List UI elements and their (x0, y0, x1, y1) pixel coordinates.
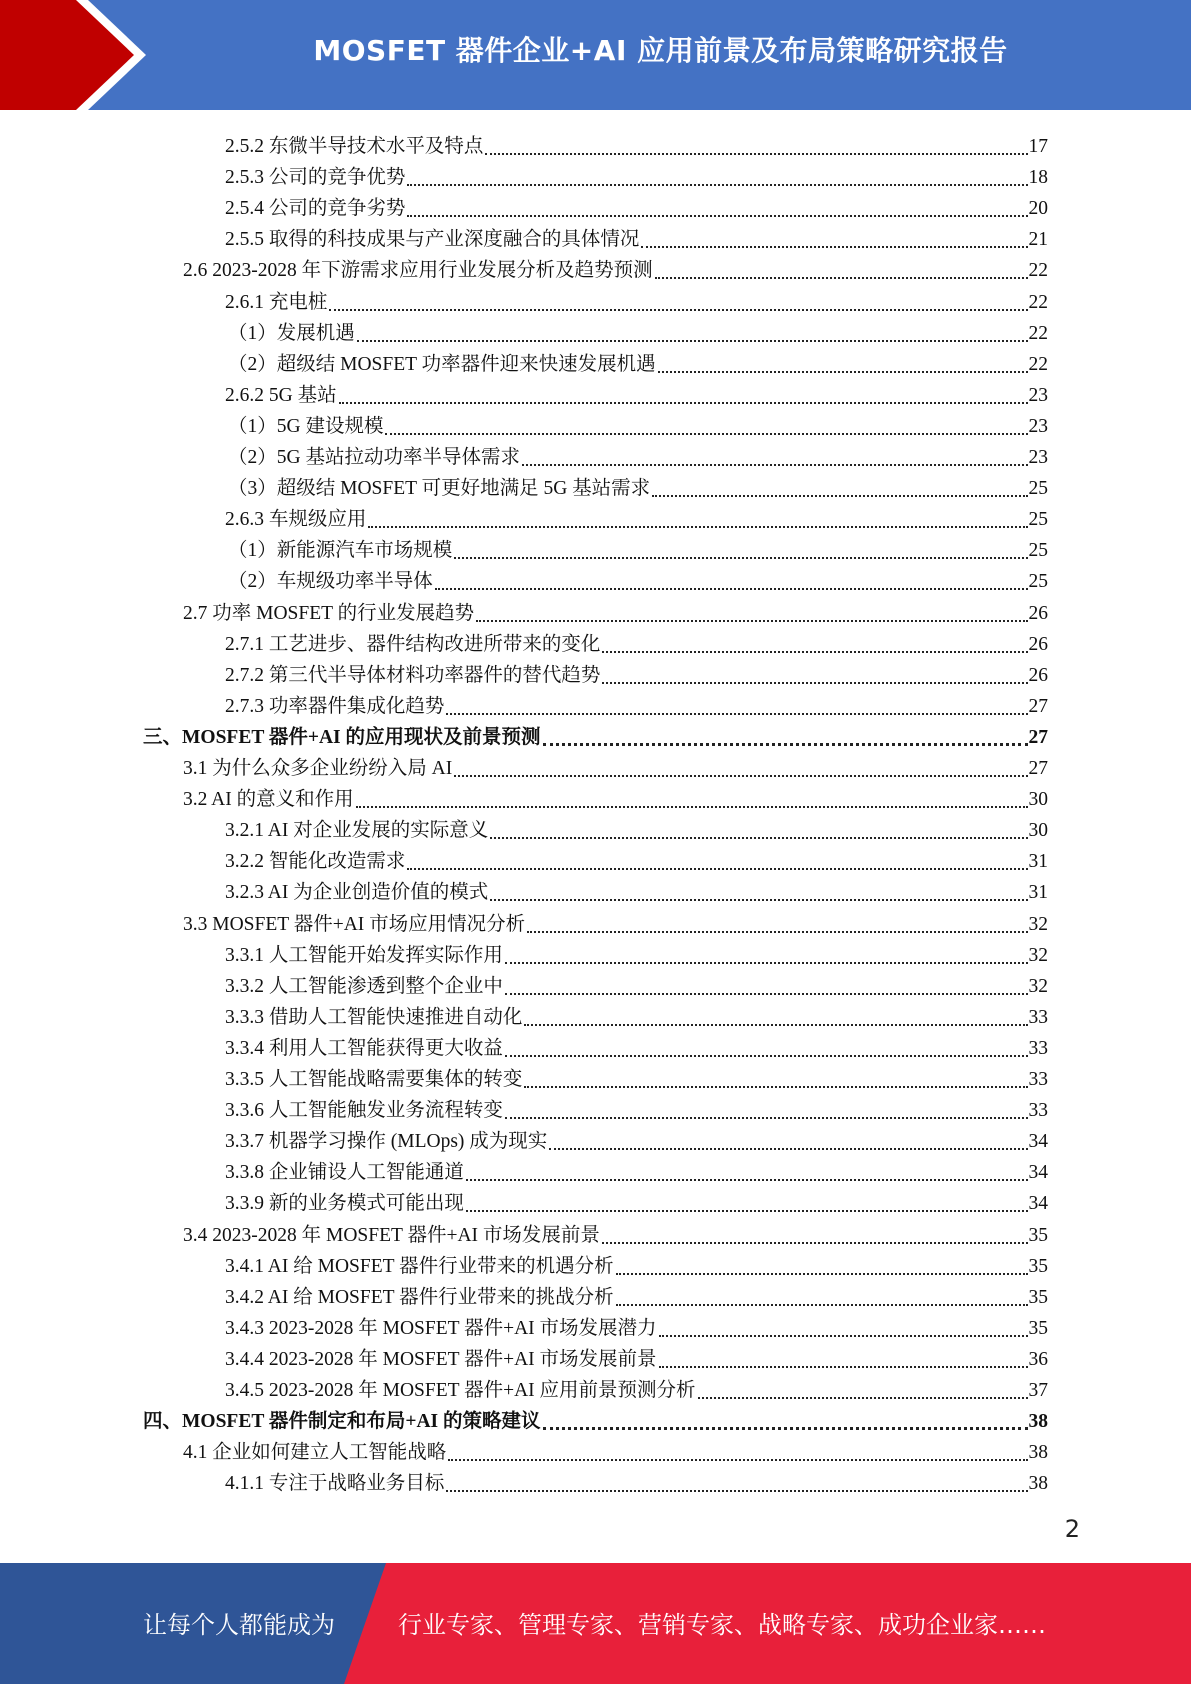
toc-entry-page: 35 (1028, 1317, 1048, 1339)
toc-entry[interactable] (225, 284, 1048, 315)
toc-entry-page: 33 (1028, 1006, 1048, 1028)
toc-entry[interactable] (225, 190, 1048, 221)
toc-dot-leader (357, 339, 1028, 342)
toc-entry[interactable] (228, 408, 1048, 439)
toc-dot-leader (368, 525, 1027, 528)
toc-dot-leader (698, 1396, 1028, 1399)
toc-entry-label: 3.2.1 AI 对企业发展的实际意义 (225, 820, 489, 842)
toc-dot-leader (446, 712, 1027, 715)
toc-entry-label: 4.1 企业如何建立人工智能战略 (183, 1442, 447, 1464)
toc-entry[interactable] (225, 1465, 1048, 1496)
toc-entry-label: 2.7.3 功率器件集成化趋势 (225, 695, 445, 717)
toc-dot-leader (616, 1303, 1028, 1306)
report-title: MOSFET 器件企业+AI 应用前景及布局策略研究报告 (313, 34, 1008, 67)
toc-entry-label: （1）发展机遇 (228, 322, 355, 344)
toc-entry-label: 3.3.8 企业铺设人工智能通道 (225, 1162, 464, 1184)
toc-entry-page: 18 (1028, 167, 1048, 189)
toc-dot-leader (524, 1023, 1027, 1026)
toc-entry-page: 22 (1028, 291, 1048, 313)
toc-dot-leader (543, 742, 1028, 746)
toc-dot-leader (329, 308, 1027, 311)
toc-entry-page: 25 (1028, 540, 1048, 562)
toc-dot-leader (454, 774, 1027, 777)
toc-dot-leader (652, 494, 1027, 497)
toc-dot-leader (407, 214, 1027, 217)
header-chevron-icon (0, 0, 160, 110)
toc-dot-leader (658, 370, 1028, 373)
toc-entry[interactable] (143, 1403, 1048, 1434)
toc-entry[interactable] (225, 1030, 1048, 1061)
toc-dot-leader (505, 961, 1028, 964)
toc-dot-leader (543, 1426, 1028, 1430)
toc-entry-label: 3.3.1 人工智能开始发挥实际作用 (225, 944, 503, 966)
toc-entry[interactable] (225, 377, 1048, 408)
toc-entry-label: （1）新能源汽车市场规模 (228, 540, 453, 562)
toc-entry[interactable] (225, 968, 1048, 999)
toc-entry-label: （2）车规级功率半导体 (228, 571, 433, 593)
toc-entry-label: 3.3.6 人工智能触发业务流程转变 (225, 1100, 503, 1122)
toc-entry[interactable] (225, 1123, 1048, 1154)
toc-dot-leader (505, 1054, 1028, 1057)
toc-dot-leader (659, 1365, 1028, 1368)
toc-entry-page: 31 (1028, 851, 1048, 873)
toc-entry-label: 4.1.1 专注于战略业务目标 (225, 1473, 445, 1495)
toc-entry-label: 3.4.1 AI 给 MOSFET 器件行业带来的机遇分析 (225, 1255, 614, 1277)
toc-entry-page: 35 (1028, 1255, 1048, 1277)
toc-dot-leader (641, 245, 1027, 248)
toc-entry-page: 23 (1028, 415, 1048, 437)
toc-entry[interactable] (225, 874, 1048, 905)
toc-entry-page: 33 (1028, 1100, 1048, 1122)
toc-entry[interactable] (183, 1434, 1048, 1465)
toc-entry-page: 27 (1028, 695, 1048, 717)
toc-dot-leader (446, 1489, 1027, 1492)
toc-entry-page: 25 (1028, 478, 1048, 500)
toc-entry[interactable] (225, 657, 1048, 688)
page-number: 2 (1064, 1515, 1080, 1543)
toc-dot-leader (490, 898, 1027, 901)
toc-entry[interactable] (225, 1185, 1048, 1216)
page-header (0, 0, 1191, 110)
toc-dot-leader (407, 183, 1027, 186)
toc-entry-page: 33 (1028, 1069, 1048, 1090)
toc-entry-page: 26 (1028, 633, 1048, 655)
toc-entry[interactable] (225, 1279, 1048, 1310)
toc-dot-leader (448, 1458, 1027, 1461)
toc-entry[interactable] (228, 315, 1048, 346)
toc-entry-label: 2.5.3 公司的竞争优势 (225, 167, 406, 189)
toc-entry-page: 36 (1028, 1348, 1048, 1370)
toc-dot-leader (407, 867, 1027, 870)
toc-entry-label: 3.4 2023-2028 年 MOSFET 器件+AI 市场发展前景 (183, 1224, 600, 1246)
toc-entry-page: 35 (1028, 1224, 1048, 1246)
toc-entry-page: 25 (1028, 509, 1048, 531)
toc-entry[interactable] (225, 1248, 1048, 1279)
toc-entry-label: 2.6.1 充电桩 (225, 291, 328, 313)
toc-entry[interactable] (228, 439, 1048, 470)
toc-entry[interactable] (225, 626, 1048, 657)
toc-entry-label: 2.5.2 东微半导技术水平及特点 (225, 136, 484, 157)
toc-entry-page: 22 (1028, 322, 1048, 344)
toc-dot-leader (659, 1334, 1028, 1337)
toc-entry[interactable] (183, 252, 1048, 283)
toc-entry-label: 3.4.5 2023-2028 年 MOSFET 器件+AI 应用前景预测分析 (225, 1380, 696, 1401)
toc-entry[interactable] (183, 906, 1048, 937)
toc-entry-page: 27 (1028, 758, 1048, 779)
toc-entry-page: 27 (1028, 726, 1048, 748)
toc-entry[interactable] (183, 781, 1048, 812)
toc-entry-page: 32 (1028, 913, 1048, 935)
toc-entry-page: 33 (1028, 1037, 1048, 1059)
toc-entry-page: 30 (1028, 789, 1048, 811)
page-footer (0, 1563, 1191, 1684)
toc-entry-page: 37 (1028, 1380, 1048, 1401)
toc-entry-label: 2.6 2023-2028 年下游需求应用行业发展分析及趋势预测 (183, 260, 653, 282)
toc-entry[interactable] (225, 999, 1048, 1030)
toc-entry[interactable] (225, 221, 1048, 252)
toc-entry[interactable] (183, 750, 1048, 781)
toc-entry-label: 3.1 为什么众多企业纷纷入局 AI (183, 758, 453, 779)
toc-entry-label: 三、MOSFET 器件+AI 的应用现状及前景预测 (143, 726, 541, 748)
toc-entry[interactable] (183, 595, 1048, 626)
toc-entry-label: 3.2.2 智能化改造需求 (225, 851, 406, 873)
toc-entry-page: 25 (1028, 571, 1048, 593)
toc-dot-leader (655, 276, 1028, 279)
toc-entry-label: （2）5G 基站拉动功率半导体需求 (228, 447, 520, 468)
toc-entry[interactable] (228, 532, 1048, 563)
toc-dot-leader (466, 1178, 1028, 1181)
toc-entry[interactable] (183, 1217, 1048, 1248)
toc-entry-label: 3.2 AI 的意义和作用 (183, 789, 354, 811)
toc-dot-leader (602, 1241, 1028, 1244)
toc-entry-page: 34 (1028, 1131, 1048, 1153)
toc-entry-page: 38 (1028, 1442, 1048, 1464)
toc-entry[interactable] (228, 470, 1048, 501)
toc-entry-label: 2.5.5 取得的科技成果与产业深度融合的具体情况 (225, 229, 640, 251)
toc-entry-label: 3.3.9 新的业务模式可能出现 (225, 1193, 464, 1215)
toc-entry-label: 2.6.2 5G 基站 (225, 384, 337, 406)
toc-dot-leader (505, 992, 1028, 995)
toc-entry-page: 22 (1028, 260, 1048, 282)
toc-dot-leader (527, 930, 1027, 933)
toc-entry[interactable] (225, 501, 1048, 532)
toc-entry-label: 3.2.3 AI 为企业创造价值的模式 (225, 882, 489, 904)
toc-dot-leader (385, 432, 1027, 435)
toc-entry-label: 2.6.3 车规级应用 (225, 509, 367, 531)
toc-entry-label: 3.4.3 2023-2028 年 MOSFET 器件+AI 市场发展潜力 (225, 1317, 657, 1339)
toc-dot-leader (356, 805, 1028, 808)
toc-entry-page: 31 (1028, 882, 1048, 904)
toc-entry-label: 3.3.2 人工智能渗透到整个企业中 (225, 975, 503, 997)
toc-entry-label: 3.3.7 机器学习操作 (MLOps) 成为现实 (225, 1131, 548, 1153)
toc-entry-label: （2）超级结 MOSFET 功率器件迎来快速发展机遇 (228, 353, 656, 375)
toc-entry-page: 22 (1028, 353, 1048, 375)
toc-dot-leader (602, 681, 1027, 684)
footer-slogan-left: 让每个人都能成为 (143, 1611, 335, 1639)
toc-entry-label: 2.5.4 公司的竞争劣势 (225, 198, 406, 220)
footer-slogan-right: 行业专家、管理专家、营销专家、战略专家、成功企业家…… (398, 1611, 1046, 1639)
toc-entry[interactable] (225, 128, 1048, 159)
toc-dot-leader (435, 587, 1028, 590)
toc-entry-page: 23 (1028, 447, 1048, 468)
toc-entry-label: 2.7 功率 MOSFET 的行业发展趋势 (183, 602, 475, 624)
toc-dot-leader (602, 650, 1027, 653)
toc-entry-label: 2.7.1 工艺进步、器件结构改进所带来的变化 (225, 633, 601, 655)
toc-entry-page: 30 (1028, 820, 1048, 842)
toc-dot-leader (505, 1116, 1028, 1119)
toc-dot-leader (339, 401, 1028, 404)
toc-entry-label: 3.3.3 借助人工智能快速推进自动化 (225, 1006, 523, 1028)
toc-entry-page: 20 (1028, 198, 1048, 220)
toc-dot-leader (616, 1272, 1028, 1275)
toc-dot-leader (476, 619, 1027, 622)
toc-entry-page: 38 (1028, 1411, 1048, 1433)
toc-entry-page: 38 (1028, 1473, 1048, 1495)
toc-entry[interactable] (228, 346, 1048, 377)
toc-entry-label: 3.3.4 利用人工智能获得更大收益 (225, 1037, 503, 1059)
toc-entry[interactable] (225, 1372, 1048, 1403)
toc-entry[interactable] (143, 719, 1048, 750)
toc-entry-label: 3.4.2 AI 给 MOSFET 器件行业带来的挑战分析 (225, 1286, 614, 1308)
toc-entry[interactable] (225, 688, 1048, 719)
toc-entry-label: 3.3.5 人工智能战略需要集体的转变 (225, 1069, 523, 1090)
toc-entry-label: 2.7.2 第三代半导体材料功率器件的替代趋势 (225, 664, 601, 686)
toc-dot-leader (549, 1147, 1027, 1150)
toc-entry-page: 32 (1028, 975, 1048, 997)
toc-entry[interactable] (225, 1092, 1048, 1123)
toc-entry-page: 34 (1028, 1162, 1048, 1184)
toc-entry-page: 21 (1028, 229, 1048, 251)
toc-entry-page: 26 (1028, 602, 1048, 624)
toc-entry-label: 3.3 MOSFET 器件+AI 市场应用情况分析 (183, 913, 526, 935)
toc-dot-leader (522, 463, 1028, 466)
toc-entry-label: （1）5G 建设规模 (228, 415, 384, 437)
toc-entry[interactable] (225, 1154, 1048, 1185)
toc-entry[interactable] (225, 1310, 1048, 1341)
toc-dot-leader (454, 556, 1027, 559)
toc-entry[interactable] (225, 937, 1048, 968)
toc-entry-page: 26 (1028, 664, 1048, 686)
toc-entry[interactable] (225, 1061, 1048, 1092)
toc-entry[interactable] (225, 1341, 1048, 1372)
toc-dot-leader (466, 1209, 1028, 1212)
toc-entry[interactable] (228, 563, 1048, 594)
toc-entry-label: （3）超级结 MOSFET 可更好地满足 5G 基站需求 (228, 478, 651, 500)
toc-entry-page: 17 (1028, 136, 1048, 157)
toc-entry-page: 23 (1028, 384, 1048, 406)
toc-entry-page: 35 (1028, 1286, 1048, 1308)
toc-dot-leader (490, 836, 1027, 839)
toc-entry[interactable] (225, 812, 1048, 843)
toc-dot-leader (524, 1085, 1027, 1088)
toc-entry-label: 四、MOSFET 器件制定和布局+AI 的策略建议 (143, 1411, 541, 1433)
toc-entry-label: 3.4.4 2023-2028 年 MOSFET 器件+AI 市场发展前景 (225, 1348, 657, 1370)
toc-dot-leader (485, 152, 1027, 155)
toc-entry-page: 32 (1028, 944, 1048, 966)
toc-entry[interactable] (225, 843, 1048, 874)
toc-entry[interactable] (225, 159, 1048, 190)
toc-entry-page: 34 (1028, 1193, 1048, 1215)
